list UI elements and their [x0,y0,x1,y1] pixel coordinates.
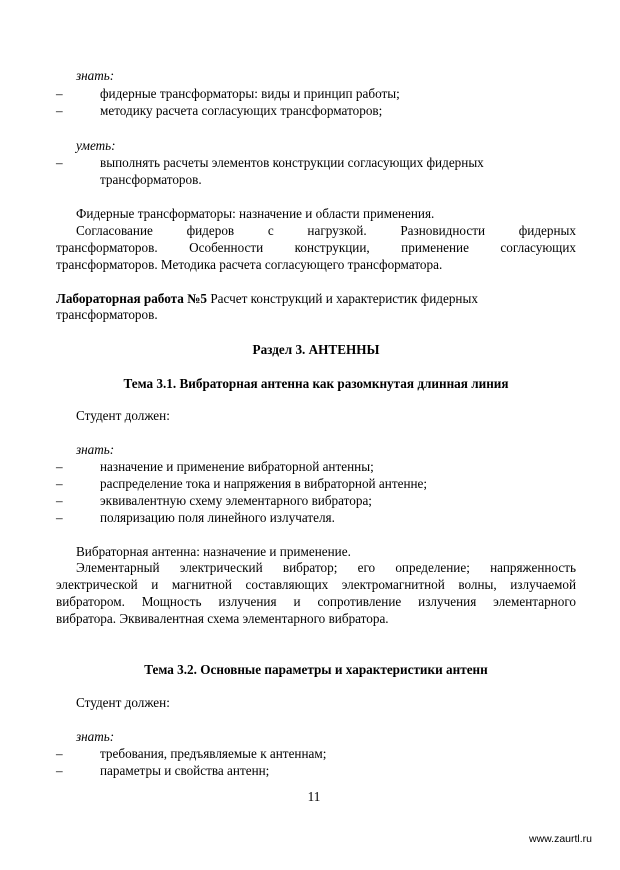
paragraph-line: трансформаторов. Особенности конструкции, применение согласующих [56,240,576,255]
topic-title: Тема 3.1. Вибраторная антенна как разомкнутая длинная линия [123,376,509,391]
paragraph-line: Элементарный электрический вибратор; его определение; напряженность [76,560,576,575]
paragraph-line: трансформаторов. Методика расчета согласующего трансформатора. [56,257,443,272]
list-dash: – [56,103,63,118]
list-dash: – [56,493,63,508]
list-item-text: поляризацию поля линейного излучателя. [100,510,335,525]
list-item-text: выполнять расчеты элементов конструкции согласующих фидерных [100,155,484,170]
know-label: знать: [76,442,115,457]
paragraph-line: вибратора. Эквивалентная схема элементарного вибратора. [56,611,389,626]
list-item-text: методику расчета согласующих трансформаторов; [100,103,383,118]
footer-link[interactable]: www.zaurtl.ru [528,833,592,845]
student-must: Студент должен: [76,695,170,710]
know-label: знать: [76,729,115,744]
list-dash: – [56,746,63,761]
topic-title: Тема 3.2. Основные параметры и характеристики антенн [144,662,488,677]
list-item-text: требования, предъявляемые к антеннам; [100,746,327,761]
student-must: Студент должен: [76,408,170,423]
list-item-text: параметры и свойства антенн; [100,763,270,778]
list-dash: – [56,86,63,101]
paragraph-line: электрической и магнитной составляющих электромагнитной волны, излучаемой [56,577,576,592]
paragraph-line: вибратором. Мощность излучения и сопротивление излучения элементарного [56,594,576,609]
lab-work-title: Расчет конструкций и характеристик фидерных [207,291,478,306]
list-item-text-cont: трансформаторов. [100,172,202,187]
section-title: Раздел 3. АНТЕННЫ [252,342,380,357]
page-number: 11 [307,789,321,804]
can-label: уметь: [76,138,116,153]
list-item-text: фидерные трансформаторы: виды и принцип работы; [100,86,400,101]
know-label: знать: [76,68,115,83]
paragraph: Фидерные трансформаторы: назначение и области применения. [76,206,435,221]
list-item-text: эквивалентную схему элементарного вибратора; [100,493,372,508]
list-dash: – [56,459,63,474]
list-dash: – [56,155,63,170]
list-dash: – [56,476,63,491]
lab-work-heading [56,291,478,307]
lab-work-title-cont: трансформаторов. [56,307,158,322]
list-dash: – [56,763,63,778]
paragraph-line: Согласование фидеров с нагрузкой. Разновидности фидерных [76,223,576,238]
paragraph: Вибраторная антенна: назначение и применение. [76,544,351,559]
list-item-text: распределение тока и напряжения в вибраторной антенне; [100,476,428,491]
list-item-text: назначение и применение вибраторной антенны; [100,459,374,474]
list-dash: – [56,510,63,525]
lab-work-label: Лабораторная работа №5 [56,291,208,306]
